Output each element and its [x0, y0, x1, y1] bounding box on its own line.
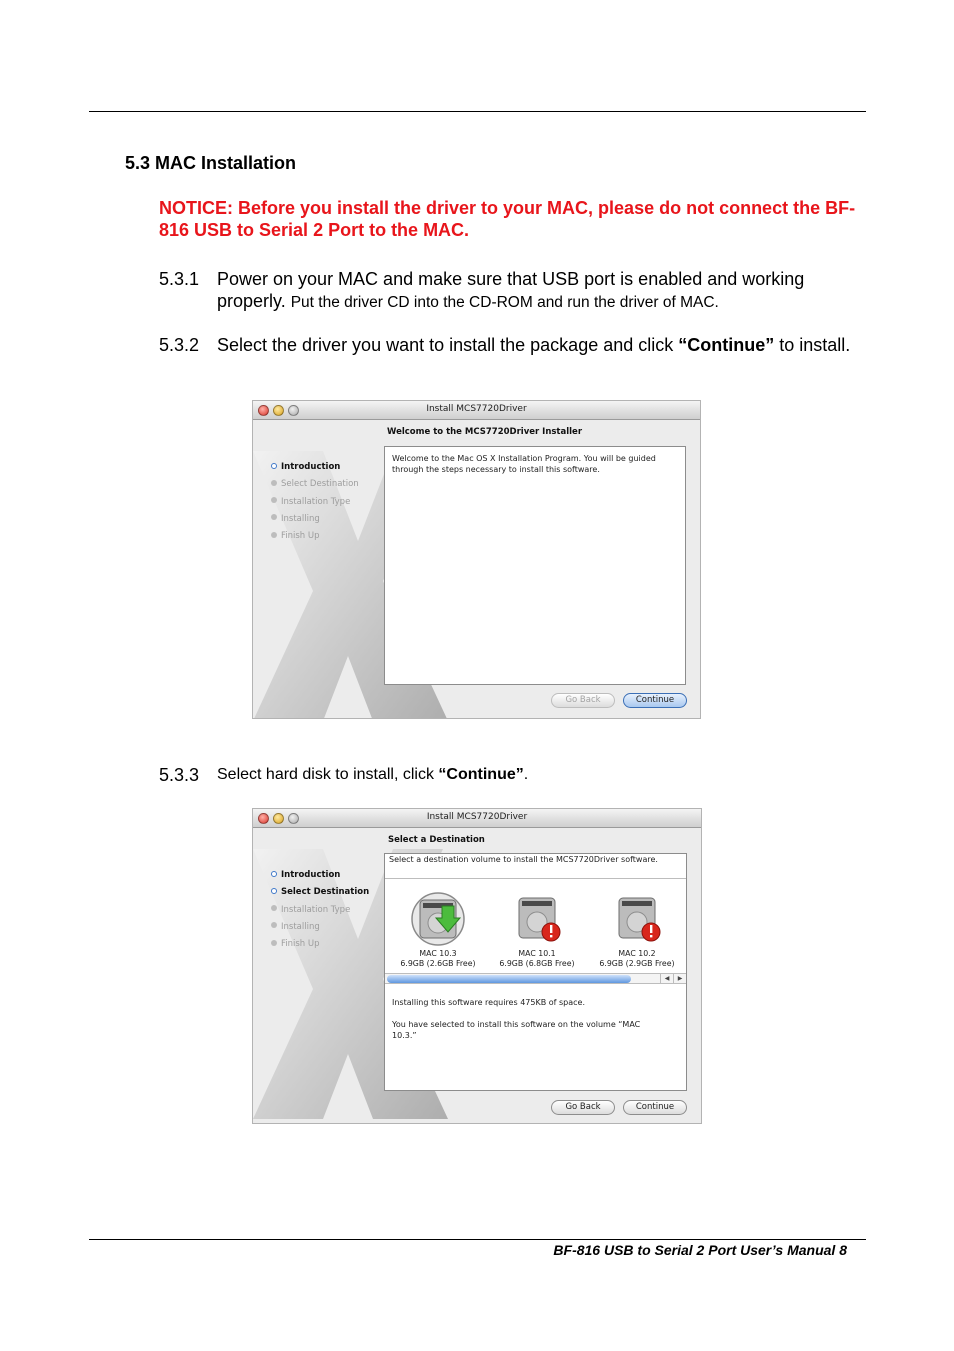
step-emphasis: “Continue” — [438, 766, 524, 783]
titlebar[interactable] — [253, 401, 700, 420]
horizontal-scrollbar[interactable] — [385, 973, 686, 984]
nav-step-installing: Installing — [271, 511, 359, 528]
step-bullet-icon — [271, 871, 277, 877]
step-text-small: Put the driver CD into the CD-ROM and run the driver of MAC. — [290, 294, 719, 311]
step-text-after: to install. — [774, 335, 851, 355]
nav-step-select-destination: Select Destination — [271, 476, 359, 493]
nav-step-installation-type: Installation Type — [271, 902, 369, 919]
step-number: 5.3.1 — [159, 269, 200, 289]
disk-mac-10-1[interactable]: MAC 10.1 6.9GB (6.8GB Free) — [492, 892, 582, 969]
step-bullet-icon — [271, 905, 277, 911]
nav-step-finish-up: Finish Up — [271, 936, 369, 953]
installer-heading: Welcome to the MCS7720Driver Installer — [387, 427, 583, 437]
step-bullet-icon — [271, 888, 277, 894]
step-number: 5.3.2 — [159, 335, 200, 355]
nav-step-installation-type: Installation Type — [271, 494, 359, 511]
step-text: Select hard disk to install, click — [217, 766, 439, 783]
go-back-button[interactable]: Go Back — [551, 1100, 615, 1115]
page-footer: BF-816 USB to Serial 2 Port User’s Manual 8 — [553, 1242, 847, 1258]
step-emphasis: “Continue” — [678, 335, 775, 355]
header-rule — [89, 111, 866, 112]
step-bullet-icon — [271, 532, 277, 538]
destination-prompt: Select a destination volume to install the MCS7720Driver software. — [389, 855, 658, 864]
hard-disk-warning-icon — [608, 892, 666, 946]
step-bullet-icon — [271, 463, 277, 469]
step-bullet-icon — [271, 480, 277, 486]
step-bullet-icon — [271, 514, 277, 520]
continue-button[interactable]: Continue — [623, 693, 687, 708]
disk-mac-10-2[interactable]: MAC 10.2 6.9GB (2.9GB Free) — [592, 892, 682, 969]
hard-disk-warning-icon — [508, 892, 566, 946]
step-5-3-2 — [159, 334, 859, 356]
space-requirement: Installing this software requires 475KB of space. — [392, 998, 585, 1007]
nav-step-introduction: Introduction — [271, 459, 359, 476]
titlebar[interactable] — [253, 809, 701, 828]
nav-step-select-destination: Select Destination — [271, 884, 369, 901]
section-number: 5.3 — [125, 153, 151, 173]
step-text: Select the driver you want to install the package and click — [217, 335, 679, 355]
scroll-left-icon[interactable]: ◀ — [660, 974, 673, 983]
hard-disk-selected-icon — [409, 892, 467, 946]
scrollbar-thumb[interactable] — [387, 975, 631, 983]
footer-rule — [89, 1239, 866, 1240]
content-panel — [384, 853, 687, 1091]
step-text-after: . — [523, 766, 529, 783]
step-bullet-icon — [271, 922, 277, 928]
step-number: 5.3.3 — [159, 765, 200, 785]
go-back-button[interactable]: Go Back — [551, 693, 615, 708]
welcome-text: Welcome to the Mac OS X Installation Program. You will be guided through the steps necessary to install this software. — [392, 454, 656, 474]
installer-steps-nav — [271, 459, 359, 545]
disk-mac-10-3[interactable]: MAC 10.3 6.9GB (2.6GB Free) — [393, 892, 483, 969]
installer-heading: Select a Destination — [388, 835, 485, 845]
nav-step-installing: Installing — [271, 919, 369, 936]
step-5-3-3 — [159, 764, 859, 786]
step-5-3-1 — [159, 268, 859, 314]
section-heading — [125, 153, 296, 174]
nav-step-introduction: Introduction — [271, 867, 369, 884]
window-title: Install MCS7720Driver — [426, 404, 527, 414]
nav-step-finish-up: Finish Up — [271, 528, 359, 545]
window-title: Install MCS7720Driver — [426, 812, 528, 822]
step-bullet-icon — [271, 940, 277, 946]
installer-steps-nav — [271, 867, 369, 953]
section-title: MAC Installation — [155, 153, 297, 173]
content-panel — [384, 446, 686, 685]
step-text: Power on your MAC and make sure that USB port is enabled and working properly. — [217, 269, 805, 311]
scroll-right-icon[interactable]: ▶ — [673, 974, 686, 983]
installer-window-welcome — [252, 400, 701, 719]
continue-button[interactable]: Continue — [623, 1100, 687, 1115]
notice-text: NOTICE: Before you install the driver to your MAC, please do not connect the BF-816 USB to Serial 2 Port to the MAC. — [159, 198, 856, 240]
step-bullet-icon — [271, 497, 277, 503]
installer-window-destination — [252, 808, 702, 1124]
selection-note: You have selected to install this software on the volume “MAC 10.3.” — [392, 1020, 641, 1040]
